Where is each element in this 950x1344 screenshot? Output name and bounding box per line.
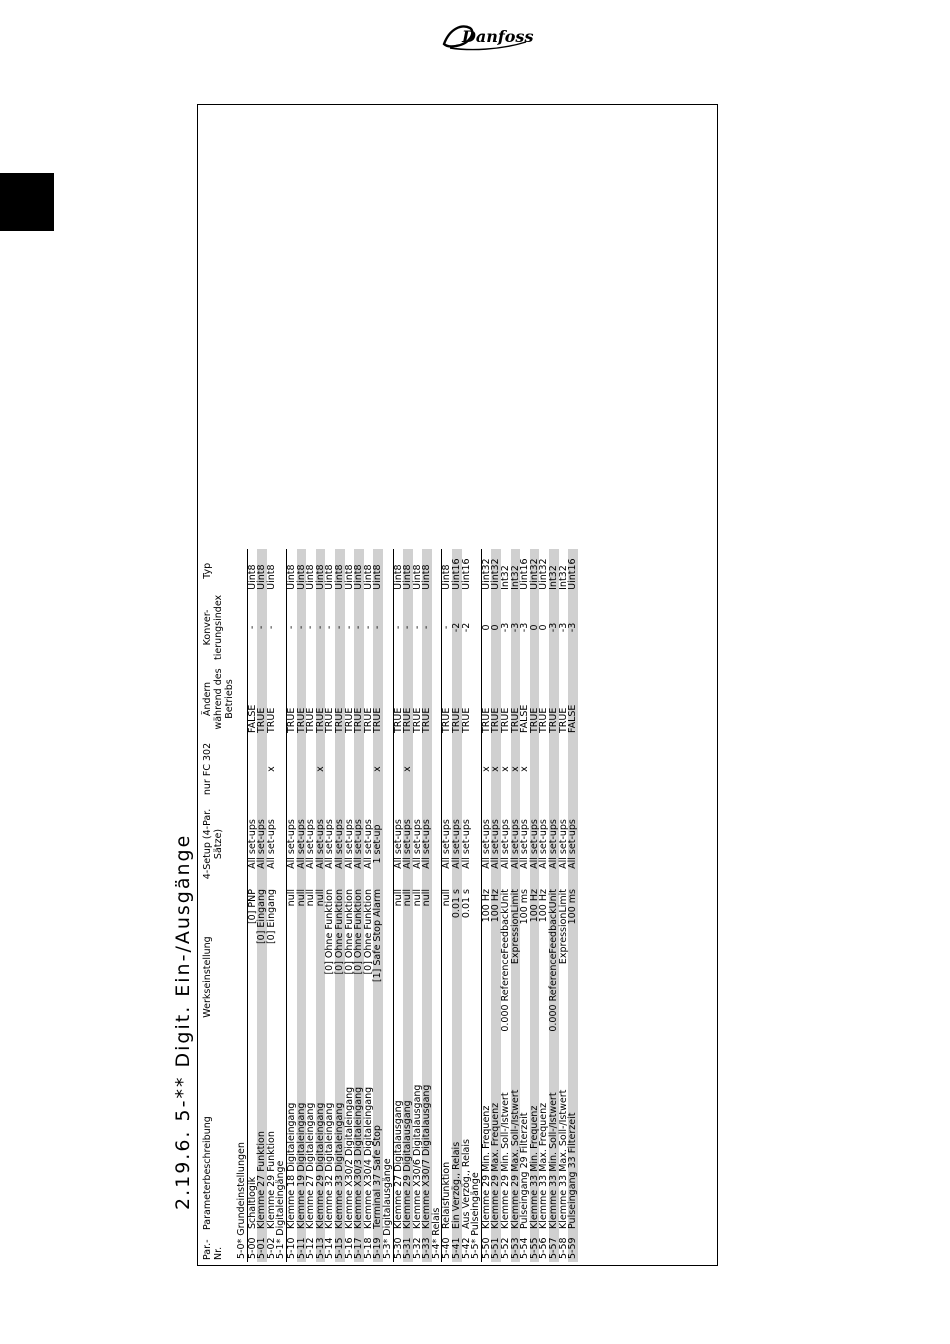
cell-nr: 5-52 [500,1237,512,1259]
cell-fc302 [462,736,472,802]
cell-conversion: 0 [538,624,550,631]
cell-nr: 5-10 [285,1237,297,1259]
cell-desc: Klemme 29 Min. Soll-/Istwert [500,1092,512,1229]
cell-default: 100 ms [568,886,578,1068]
cell-conversion: 0 [480,624,492,631]
cell-desc: Klemme 18 Digitaleingang [285,1102,297,1229]
cell-setup: 1 set-up [373,802,383,886]
cell-default: ExpressionLimit [557,889,569,965]
cell-fc302 [297,736,307,802]
table-row [373,549,383,1262]
group-row [276,549,286,1262]
cell-nr: 5-50 [480,1237,492,1259]
table-header-row [201,549,237,1262]
cell-desc: Terminal 37 Safe Stop [373,1068,383,1232]
cell-conversion: - [246,625,258,630]
cell-conversion: - [265,625,277,630]
cell-type: Uint8 [316,549,326,593]
cell-change: TRUE [257,662,267,736]
table-row [267,549,277,1262]
cell-setup: All set-ups [305,819,317,869]
cell-type: Uint16 [568,549,578,593]
cell-nr: 5-16 [343,1237,355,1259]
cell-nr: 5-58 [557,1237,569,1259]
cell-fc302: x [265,766,277,772]
cell-type: Uint8 [343,564,355,590]
cell-desc: Klemme 29 Min. Frequenz [480,1105,492,1229]
cell-default: [0] Ohne Funktion [343,889,355,975]
cell-change: TRUE [373,662,383,736]
cell-type: Int32 [557,565,569,590]
cell-fc302 [413,736,423,802]
cell-fc302: x [511,736,521,802]
cell-fc302 [452,736,462,802]
cell-desc: Klemme 33 Min. Frequenz [530,1068,540,1232]
cell-change: TRUE [354,662,364,736]
cell-change: FALSE [568,662,578,736]
cell-type: Uint16 [519,558,531,590]
cell-setup: All set-ups [343,819,355,869]
cell-change: TRUE [392,707,404,733]
cell-setup: All set-ups [511,802,521,886]
cell-nr: 5-18 [362,1237,374,1259]
cell-type: Uint8 [265,564,277,590]
table-row [462,549,472,1262]
cell-type: Uint8 [373,549,383,593]
cell-type: Uint8 [297,549,307,593]
cell-desc: Ein Verzög., Relais [452,1068,462,1232]
cell-change: FALSE [246,704,258,733]
cell-nr: 5-56 [538,1237,550,1259]
cell-fc302: x [480,766,492,772]
cell-conversion: -3 [568,593,578,662]
cell-default: 0.000 ReferenceFeedbackUnit [549,886,559,1068]
cell-conversion: - [411,625,423,630]
cell-default: null [316,886,326,1068]
rotated-table-container [197,104,716,1264]
cell-default: 100 ms [519,889,531,925]
cell-desc: Klemme X30/2 Digitaleingang [343,1086,355,1229]
cell-nr: 5-51 [491,1232,501,1262]
cell-conversion: - [324,625,336,630]
cell-type: Uint8 [285,564,297,590]
cell-desc: Klemme 29 Funktion [265,1131,277,1229]
cell-nr: 5-19 [373,1232,383,1262]
table-body [237,549,578,1262]
cell-default: null [305,889,317,907]
cell-change: TRUE [557,707,569,733]
chapter-tab-marker [0,173,54,231]
cell-nr: 5-57 [549,1232,559,1262]
cell-change: TRUE [452,662,462,736]
cell-nr: 5-42 [460,1237,472,1259]
cell-nr: 5-40 [441,1237,453,1259]
cell-type: Uint8 [324,564,336,590]
cell-setup: All set-ups [441,819,453,869]
cell-type: Uint8 [441,564,453,590]
cell-setup: All set-ups [335,802,345,886]
cell-fc302 [286,736,296,802]
cell-default: 0.01 s [452,886,462,1068]
cell-default: 0.01 s [460,889,472,919]
cell-change: TRUE [500,707,512,733]
cell-conversion: - [343,625,355,630]
group-row [432,549,442,1262]
cell-conversion: -3 [519,622,531,633]
cell-setup: All set-ups [354,802,364,886]
cell-nr: 5-32 [411,1237,423,1259]
cell-desc: Klemme 27 Digitalausgang [392,1100,404,1229]
cell-conversion: - [285,625,297,630]
cell-type: Uint8 [403,549,413,593]
cell-change: TRUE [530,662,540,736]
cell-desc: Klemme 29 Digitaleingang [316,1068,326,1232]
cell-default: null [403,886,413,1068]
cell-type: Uint8 [411,564,423,590]
group-title: 5-4* Relais [432,549,442,1262]
cell-nr: 5-54 [519,1237,531,1259]
cell-default: null [285,889,297,907]
cell-fc302 [325,736,335,802]
cell-desc: Klemme 33 Min. Soll-/Istwert [549,1068,559,1232]
col-header-default: Werkseinstellung [202,936,213,1018]
col-header-change: Ändern während des Betriebs [202,668,235,730]
cell-default: 100 Hz [538,889,550,923]
cell-default: 100 Hz [530,886,540,1068]
cell-conversion: -2 [452,593,462,662]
cell-nr: 5-15 [335,1232,345,1262]
cell-desc: Klemme 27 Digitaleingang [305,1102,317,1229]
cell-default: [0] Eingang [257,886,267,1068]
cell-conversion: 0 [491,593,501,662]
cell-change: TRUE [491,662,501,736]
cell-change: TRUE [441,707,453,733]
cell-change: TRUE [324,707,336,733]
cell-conversion: -3 [557,622,569,633]
cell-type: Uint16 [452,549,462,593]
cell-nr: 5-31 [403,1232,413,1262]
cell-change: TRUE [335,662,345,736]
cell-change: TRUE [403,662,413,736]
cell-conversion: - [316,593,326,662]
cell-fc302 [539,736,549,802]
cell-setup: All set-ups [324,819,336,869]
cell-conversion: - [403,593,413,662]
cell-change: TRUE [480,707,492,733]
cell-nr: 5-33 [422,1232,432,1262]
cell-desc: Klemme X30/4 Digitaleingang [362,1086,374,1229]
cell-desc: Klemme X30/6 Digitalausgang [411,1084,423,1229]
cell-type: Uint32 [530,549,540,593]
cell-desc: Klemme 29 Digitalausgang [403,1068,413,1232]
cell-fc302: x [519,766,531,772]
cell-fc302 [442,736,452,802]
cell-setup: All set-ups [568,802,578,886]
cell-change: TRUE [549,662,559,736]
cell-setup: All set-ups [297,802,307,886]
cell-default: null [441,889,453,907]
cell-setup: All set-ups [500,819,512,869]
cell-desc: Aus Verzög., Relais [460,1139,472,1229]
cell-desc: Klemme 32 Digitaleingang [324,1102,336,1229]
cell-change: TRUE [460,707,472,733]
cell-conversion: -2 [460,622,472,633]
cell-setup: All set-ups [411,819,423,869]
group-title: 5-3* Digitalausgänge [383,549,393,1262]
cell-nr: 5-55 [530,1232,540,1262]
cell-change: TRUE [297,662,307,736]
group-row [471,549,481,1262]
cell-fc302 [335,736,345,802]
cell-fc302: x [491,736,501,802]
cell-default: 100 Hz [491,886,501,1068]
cell-type: Uint8 [335,549,345,593]
cell-desc: Pulseingang 33 Filterzeit [568,1068,578,1232]
cell-type: Uint8 [257,549,267,593]
cell-setup: All set-ups [519,819,531,869]
cell-desc: Klemme 33 Max. Frequenz [538,1102,550,1229]
cell-desc: Pulseingang 29 Filterzeit [519,1112,531,1229]
cell-setup: All set-ups [460,819,472,869]
cell-fc302: x [373,736,383,802]
cell-default: 100 Hz [480,889,492,923]
cell-type: Uint8 [362,564,374,590]
cell-conversion: - [297,593,307,662]
cell-conversion: - [422,593,432,662]
cell-desc: Klemme X30/7 Digitalausgang [422,1068,432,1232]
cell-change: TRUE [316,662,326,736]
cell-conversion: - [354,593,364,662]
cell-change: TRUE [305,707,317,733]
cell-setup: All set-ups [403,802,413,886]
cell-conversion: - [335,593,345,662]
cell-change: TRUE [362,707,374,733]
cell-fc302 [354,736,364,802]
cell-change: TRUE [343,707,355,733]
cell-nr: 5-14 [324,1237,336,1259]
cell-desc: Klemme 29 Max. Soll-/Istwert [511,1068,521,1232]
group-row [237,549,247,1262]
cell-setup: All set-ups [257,802,267,886]
cell-type: Int32 [549,549,559,593]
cell-type: Uint32 [480,558,492,590]
danfoss-logo [440,18,534,52]
cell-desc: Klemme 33 Max. Soll-/Istwert [557,1089,569,1229]
cell-fc302 [422,736,432,802]
col-header-setup: 4-Setup (4-Par. Sätze) [202,808,224,880]
cell-nr: 5-11 [297,1232,307,1262]
cell-desc: Relaisfunktion [441,1161,453,1229]
cell-change: FALSE [519,704,531,733]
col-header-desc: Parameterbeschreibung [202,1116,213,1230]
col-header-nr: Par.-Nr. [202,1239,224,1260]
cell-conversion: 0 [530,593,540,662]
cell-default: [1] Safe Stop Alarm [373,886,383,1068]
cell-conversion: - [373,593,383,662]
cell-setup: All set-ups [316,802,326,886]
cell-fc302 [568,736,578,802]
group-title: 5-1* Digitaleingänge [276,549,286,1262]
cell-nr: 5-41 [452,1232,462,1262]
cell-fc302 [345,736,355,802]
cell-conversion: - [392,625,404,630]
cell-type: Uint16 [460,558,472,590]
cell-change: TRUE [285,707,297,733]
cell-default: null [392,889,404,907]
cell-fc302 [549,736,559,802]
cell-change: TRUE [411,707,423,733]
cell-nr: 5-17 [354,1232,364,1262]
cell-setup: All set-ups [362,819,374,869]
cell-setup: All set-ups [246,819,258,869]
cell-default: [0] Ohne Funktion [354,886,364,1068]
cell-fc302: x [403,736,413,802]
cell-default: ExpressionLimit [511,886,521,1068]
cell-conversion: -3 [511,593,521,662]
cell-setup: All set-ups [530,802,540,886]
cell-desc: Klemme 29 Max. Frequenz [491,1068,501,1232]
cell-setup: All set-ups [452,802,462,886]
cell-desc: Klemme 27 Funktion [257,1068,267,1232]
cell-nr: 5-53 [511,1232,521,1262]
cell-type: Uint8 [392,564,404,590]
cell-nr: 5-12 [305,1237,317,1259]
group-title: 5-5* Pulseingänge [471,549,481,1262]
group-title: 5-0* Grundeinstellungen [237,549,247,1262]
cell-setup: All set-ups [538,819,550,869]
col-header-fc302: nur FC 302 [202,742,213,796]
cell-setup: All set-ups [557,819,569,869]
cell-conversion: -3 [500,622,512,633]
cell-setup: All set-ups [422,802,432,886]
cell-desc: Klemme 19 Digitaleingang [297,1068,307,1232]
cell-desc: Klemme 33 Digitaleingang [335,1068,345,1232]
cell-conversion: - [257,593,267,662]
cell-default: 0.000 ReferenceFeedbackUnit [500,889,512,1032]
cell-type: Uint8 [305,564,317,590]
cell-conversion: - [441,625,453,630]
cell-default: null [297,886,307,1068]
cell-conversion: -3 [549,593,559,662]
table-row [568,549,578,1262]
section-title: 2.19.6. 5-** Digit. Ein-/Ausgänge [172,833,194,1210]
cell-setup: All set-ups [480,819,492,869]
cell-change: TRUE [422,662,432,736]
cell-setup: All set-ups [392,819,404,869]
cell-type: Uint8 [354,549,364,593]
cell-nr: 5-00 [246,1237,258,1259]
table-row [422,549,432,1262]
cell-desc: Schaltlogik [246,1176,258,1229]
cell-fc302 [559,736,569,802]
cell-default: null [422,886,432,1068]
cell-default: [0] Eingang [265,889,277,945]
cell-nr: 5-30 [392,1237,404,1259]
logo-text: Danfoss [462,27,534,46]
col-header-type: Typ [202,562,213,579]
cell-nr: 5-01 [257,1232,267,1262]
cell-type: Uint32 [538,558,550,590]
cell-fc302: x [500,766,512,772]
cell-fc302 [530,736,540,802]
cell-conversion: - [362,625,374,630]
cell-type: Uint8 [246,564,258,590]
cell-nr: 5-02 [265,1237,277,1259]
cell-setup: All set-ups [491,802,501,886]
cell-type: Uint32 [491,549,501,593]
cell-nr: 5-13 [316,1232,326,1262]
parameter-table [201,549,578,1262]
cell-desc: Klemme X30/3 Digitaleingang [354,1068,364,1232]
cell-type: Uint8 [422,549,432,593]
group-row [383,549,393,1262]
cell-type: Int32 [511,549,521,593]
cell-type: Int32 [500,565,512,590]
cell-fc302: x [316,736,326,802]
cell-fc302 [247,736,257,802]
cell-default: null [411,889,423,907]
cell-nr: 5-59 [568,1232,578,1262]
cell-change: TRUE [511,662,521,736]
cell-default: [0] PNP [246,889,258,925]
cell-change: TRUE [265,707,277,733]
cell-setup: All set-ups [285,819,297,869]
cell-conversion: - [305,625,317,630]
cell-setup: All set-ups [549,802,559,886]
cell-default: [0] Ohne Funktion [362,889,374,975]
cell-change: TRUE [538,707,550,733]
col-header-conversion: Konver-tierungsindex [202,594,224,660]
cell-default: [0] Ohne Funktion [324,889,336,975]
cell-setup: All set-ups [265,819,277,869]
cell-default: [0] Ohne Funktion [335,886,345,1068]
